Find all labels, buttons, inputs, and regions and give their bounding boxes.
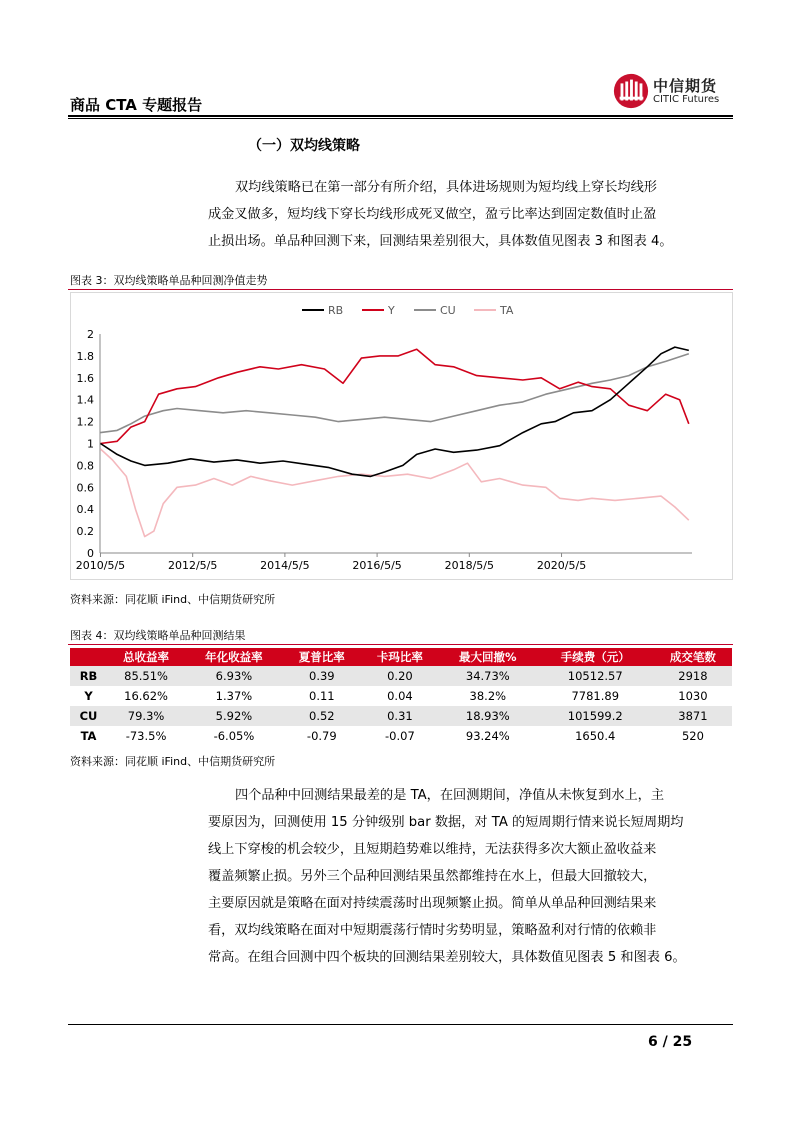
y-tick-label: 1.8 bbox=[76, 349, 94, 363]
table-cell: 38.2% bbox=[469, 689, 507, 703]
section-title: （一）双均线策略 bbox=[248, 138, 360, 154]
table-header-cell: 年化收益率 bbox=[185, 648, 283, 666]
page-number: 6 / 25 bbox=[648, 1034, 693, 1050]
legend-label: CU bbox=[440, 304, 456, 317]
conclusion-line: 要原因为，回测使用 15 分钟级别 bar 数据，对 TA 的短周期行情来说长短周期均 bbox=[208, 815, 684, 830]
conclusion-line: 常高。在组合回测中四个板块的回测结果差别较大，具体数值见图表 5 和图表 6。 bbox=[208, 950, 686, 965]
table-cell: 0.20 bbox=[361, 666, 439, 686]
conclusion-line: 主要原因就是策略在面对持续震荡时出现频繁止损。简单从单品种回测结果来 bbox=[208, 896, 657, 911]
conclusion-line: 覆盖频繁止损。另外三个品种回测结果虽然都维持在水上，但最大回撤较大， bbox=[208, 869, 657, 884]
y-tick-label: 1.6 bbox=[76, 371, 94, 385]
table-cell: 93.24% bbox=[465, 729, 510, 743]
table-row bbox=[70, 706, 732, 726]
legend-label: TA bbox=[500, 304, 514, 317]
table-cell: 1030 bbox=[678, 689, 708, 703]
table-cell: CU bbox=[70, 706, 107, 726]
table-cell: 34.73% bbox=[439, 666, 537, 686]
y-tick-label: 1.2 bbox=[76, 415, 94, 429]
y-tick-label: 0 bbox=[87, 547, 94, 560]
table-header-cell bbox=[70, 648, 107, 666]
table-row bbox=[70, 726, 732, 746]
table-cell: RB bbox=[70, 666, 107, 686]
table-header-cell: 手续费（元） bbox=[537, 648, 654, 666]
conclusion-line: 线上下穿梭的机会较少，且短期趋势难以维持，无法获得多次大额止盈收益来 bbox=[208, 842, 657, 857]
conclusion-paragraph bbox=[208, 782, 735, 971]
net-value-chart-svg bbox=[70, 292, 733, 580]
backtest-results-table bbox=[70, 648, 732, 746]
table-cell: 0.11 bbox=[309, 689, 335, 703]
y-tick-label: 0.8 bbox=[76, 459, 94, 473]
x-tick-label: 2010/5/5 bbox=[75, 559, 126, 572]
table-cell: 1.37% bbox=[215, 689, 253, 703]
table-cell: 0.31 bbox=[361, 706, 439, 726]
report-title: 商品 CTA 专题报告 bbox=[70, 96, 203, 114]
x-tick-label: 2018/5/5 bbox=[444, 559, 495, 572]
x-tick-label: 2016/5/5 bbox=[352, 559, 402, 572]
table-cell: 18.93% bbox=[439, 706, 537, 726]
legend-label: RB bbox=[328, 304, 344, 317]
y-tick-label: 1.4 bbox=[76, 393, 94, 407]
table-cell: 79.3% bbox=[107, 706, 185, 726]
x-tick-label: 2020/5/5 bbox=[536, 559, 587, 572]
logo-english-name: CITIC Futures bbox=[653, 94, 720, 105]
citic-futures-logo bbox=[612, 72, 742, 112]
conclusion-line: 看，双均线策略在面对中短期震荡行情时劣势明显，策略盈利对行情的依赖非 bbox=[208, 923, 657, 938]
table-row bbox=[70, 686, 732, 706]
table-cell: 16.62% bbox=[124, 689, 168, 703]
figure4-caption-rule bbox=[68, 644, 733, 645]
table-header-cell: 夏普比率 bbox=[283, 648, 361, 666]
series-line-rb bbox=[101, 347, 689, 476]
legend-label: Y bbox=[388, 304, 395, 317]
logo-chinese-name: 中信期货 bbox=[653, 77, 718, 95]
table-cell: TA bbox=[80, 729, 97, 743]
series-line-y bbox=[101, 349, 689, 443]
intro-line: 双均线策略已在第一部分有所介绍，具体进场规则为短均线上穿长均线形 bbox=[235, 180, 657, 195]
figure3-caption: 图表 3：双均线策略单品种回测净值走势 bbox=[70, 274, 268, 287]
table-cell: -73.5% bbox=[125, 729, 167, 743]
table-cell: -6.05% bbox=[213, 729, 255, 743]
series-line-cu bbox=[101, 354, 689, 433]
series-line-ta bbox=[101, 449, 689, 537]
citic-logo-icon bbox=[612, 72, 650, 110]
table-header-cell: 最大回撤% bbox=[439, 648, 537, 666]
intro-paragraph bbox=[208, 174, 735, 255]
table-cell: 3871 bbox=[654, 706, 732, 726]
chart-frame bbox=[71, 293, 733, 580]
footer-rule bbox=[68, 1024, 733, 1025]
table-cell: -0.79 bbox=[306, 729, 337, 743]
figure3-caption-rule bbox=[68, 289, 733, 290]
figure3-source: 资料来源：同花顺 iFind、中信期货研究所 bbox=[70, 593, 276, 606]
table-cell: -0.07 bbox=[385, 729, 415, 743]
table-cell: 2918 bbox=[654, 666, 732, 686]
net-value-chart bbox=[70, 292, 733, 580]
table-cell: 520 bbox=[681, 729, 704, 743]
table-cell: Y bbox=[84, 689, 93, 703]
y-tick-label: 1 bbox=[87, 437, 94, 451]
y-tick-label: 0.4 bbox=[76, 503, 94, 517]
table-header-row bbox=[70, 648, 732, 666]
table-cell: 0.39 bbox=[283, 666, 361, 686]
table-header-cell: 总收益率 bbox=[107, 648, 185, 666]
figure4-source: 资料来源：同花顺 iFind、中信期货研究所 bbox=[70, 755, 276, 768]
y-tick-label: 0.6 bbox=[76, 481, 94, 495]
table-header-cell: 成交笔数 bbox=[654, 648, 732, 666]
table-header-cell: 卡玛比率 bbox=[361, 648, 439, 666]
intro-line: 成金叉做多，短均线下穿长均线形成死叉做空，盈亏比率达到固定数值时止盈 bbox=[208, 207, 657, 222]
table-cell: 7781.89 bbox=[571, 689, 620, 703]
table-cell: 101599.2 bbox=[537, 706, 654, 726]
x-tick-label: 2014/5/5 bbox=[260, 559, 310, 572]
x-tick-label: 2012/5/5 bbox=[167, 559, 218, 572]
conclusion-line: 四个品种中回测结果最差的是 TA，在回测期间，净值从未恢复到水上，主 bbox=[235, 788, 665, 803]
table-cell: 0.04 bbox=[387, 689, 413, 703]
table-cell: 85.51% bbox=[107, 666, 185, 686]
table-cell: 0.52 bbox=[283, 706, 361, 726]
table-cell: 5.92% bbox=[185, 706, 283, 726]
intro-line: 止损出场。单品种回测下来，回测结果差别很大，具体数值见图表 3 和图表 4。 bbox=[208, 234, 673, 249]
header-rule bbox=[68, 115, 733, 117]
table-row bbox=[70, 666, 732, 686]
figure4-caption: 图表 4：双均线策略单品种回测结果 bbox=[70, 629, 246, 642]
y-tick-label: 2 bbox=[87, 328, 94, 341]
table-cell: 6.93% bbox=[185, 666, 283, 686]
table-cell: 1650.4 bbox=[575, 729, 616, 743]
y-tick-label: 0.2 bbox=[76, 525, 94, 539]
table-cell: 10512.57 bbox=[537, 666, 654, 686]
header-rule-thin bbox=[68, 118, 733, 119]
